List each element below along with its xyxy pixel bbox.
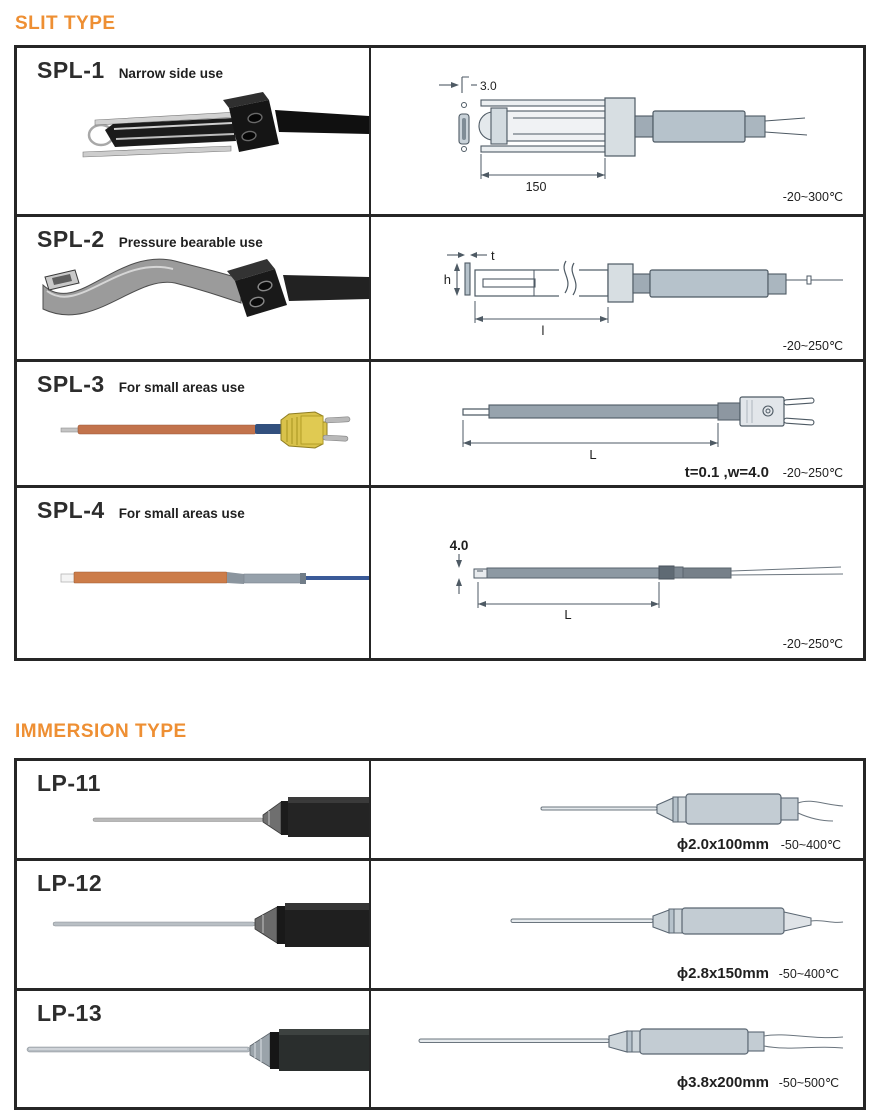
spl-1-dim-width: 3.0: [480, 79, 497, 93]
table-row-lp-11: [17, 761, 863, 858]
spl-4-temp-range: -20~250℃: [782, 637, 843, 651]
model-label-spl-1: SPL-1: [37, 57, 105, 83]
lp-11-drawing-cell: [371, 761, 863, 858]
spl-4-technical-drawing: [371, 488, 863, 658]
spl-2-temp-range: -20~250℃: [782, 339, 843, 353]
table-row-lp-13: [17, 988, 863, 1107]
spl-1-temp-range: -20~300℃: [782, 190, 843, 204]
slit-type-section-title: SLIT TYPE: [15, 13, 116, 34]
use-label-spl-4: For small areas use: [118, 506, 245, 521]
spl-4-drawing-cell: [371, 488, 863, 658]
model-label-lp-12: LP-12: [37, 870, 103, 896]
spl-2-dim-h: h: [443, 272, 451, 287]
table-row-spl-4: [17, 485, 863, 658]
slit-type-table: [14, 45, 866, 661]
spl-1-photo-cell: [17, 48, 371, 214]
spl-4-dim-diameter: 4.0: [449, 538, 469, 553]
spl-2-technical-drawing: [371, 217, 863, 359]
spl-2-dim-l: l: [541, 323, 545, 338]
spl-3-spec-label: t=0.1 ,w=4.0: [684, 464, 769, 481]
spl-4-photo-cell: [17, 488, 371, 658]
spl-3-dim-L: L: [589, 447, 597, 462]
lp-13-spec-label: ϕ3.8x200mm: [676, 1074, 769, 1091]
model-label-spl-2: SPL-2: [37, 226, 105, 252]
spl-3-drawing-cell: [371, 362, 863, 485]
table-row-spl-3: [17, 359, 863, 485]
spl-1-drawing-cell: [371, 48, 863, 214]
table-row-spl-1: [17, 48, 863, 214]
immersion-type-section-title: IMMERSION TYPE: [15, 721, 187, 742]
model-label-spl-3: SPL-3: [37, 371, 105, 397]
spl-1-technical-drawing: [371, 48, 863, 214]
lp-12-technical-drawing: [371, 861, 863, 988]
immersion-type-table: [14, 758, 866, 1110]
lp-12-photo-cell: [17, 861, 371, 988]
use-label-spl-1: Narrow side use: [118, 66, 223, 81]
spl-4-dim-L: L: [564, 607, 572, 622]
use-label-spl-2: Pressure bearable use: [118, 235, 263, 250]
model-label-spl-4: SPL-4: [37, 497, 105, 523]
lp-12-drawing-cell: [371, 861, 863, 988]
lp-11-technical-drawing: [371, 761, 863, 858]
table-row-spl-2: [17, 214, 863, 359]
spl-3-photo-cell: [17, 362, 371, 485]
lp-11-photo-cell: [17, 761, 371, 858]
lp-13-temp-range: -50~500℃: [778, 1076, 839, 1090]
model-label-lp-13: LP-13: [37, 1000, 103, 1026]
spl-1-dim-length: 150: [525, 180, 547, 194]
spl-3-technical-drawing: [371, 362, 863, 485]
lp-13-photo-cell: [17, 991, 371, 1107]
spl-2-dim-t: t: [491, 248, 495, 263]
lp-12-spec-label: ϕ2.8x150mm: [676, 965, 769, 982]
table-row-lp-12: [17, 858, 863, 988]
model-label-lp-11: LP-11: [37, 770, 101, 796]
use-label-spl-3: For small areas use: [118, 380, 245, 395]
lp-13-drawing-cell: [371, 991, 863, 1107]
lp-11-temp-range: -50~400℃: [780, 838, 841, 852]
lp-11-spec-label: ϕ2.0x100mm: [676, 836, 769, 853]
spl-2-photo-cell: [17, 217, 371, 359]
lp-12-temp-range: -50~400℃: [778, 967, 839, 981]
spl-2-drawing-cell: [371, 217, 863, 359]
lp-13-technical-drawing: [371, 991, 863, 1107]
spl-3-temp-range: -20~250℃: [782, 466, 843, 480]
